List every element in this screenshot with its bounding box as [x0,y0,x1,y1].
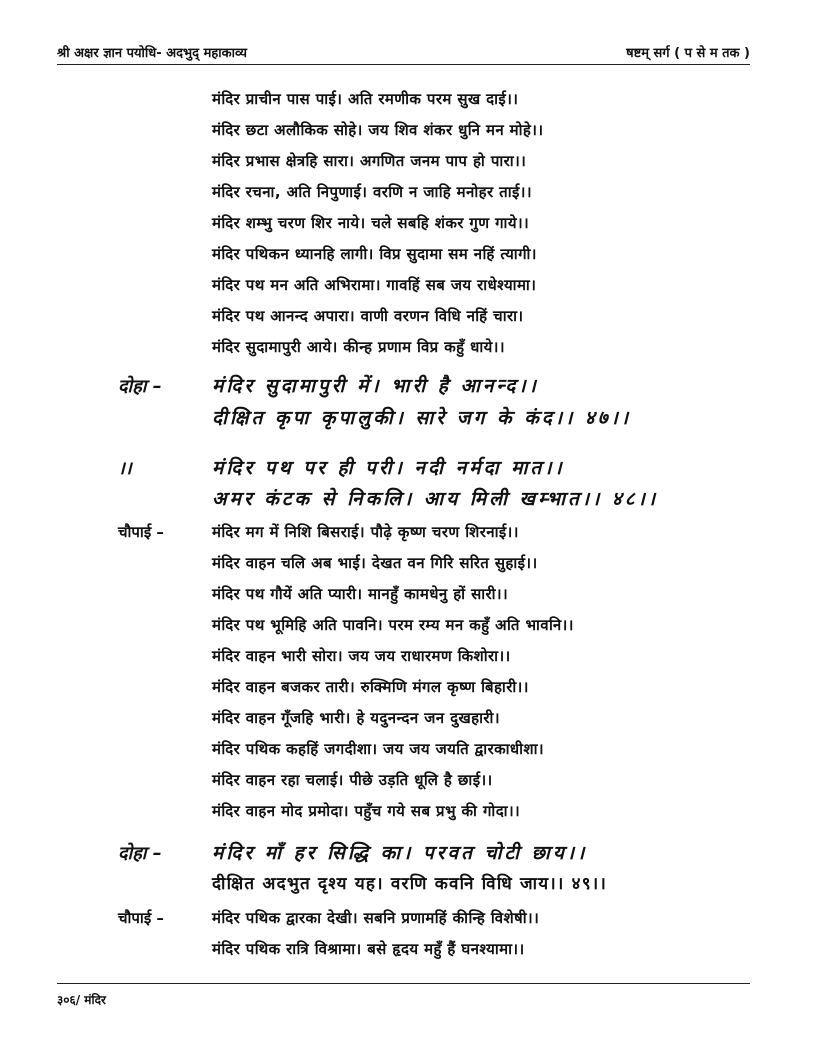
verse-line: मंदिर वाहन बजकर तारी। रुक्मिणि मंगल कृष्ण बिहारी।। [212,678,529,696]
verse-line: मंदिर शम्भु चरण शिर नाये। चले सबहि शंकर गुण गाये।। [212,214,530,232]
verse-line: मंदिर वाहन रहा चलाई। पीछे उड़ति धूलि है छाई।। [212,771,493,789]
doha-line: अमर कंटक से निकलि। आय मिली खम्भात।। ४८।। [212,488,659,510]
chaupai-label: चौपाई – [118,909,164,927]
doha-label: ।। [118,458,132,479]
verse-line: मंदिर छटा अलौकिक सोहे। जय शिव शंकर धुनि मन मोहे।। [212,121,544,139]
verse-line: मंदिर मग में निशि बिसराई। पौढ़े कृष्ण चरण शिरनाई।। [212,523,519,541]
footer-title: मंदिर [84,993,106,1007]
verse-line: मंदिर सुदामापुरी आये। कीन्ह प्रणाम विप्र कहुँ धाये।। [212,338,505,356]
verse-line: मंदिर प्रभास क्षेत्रहि सारा। अगणित जनम पाप हो पारा।। [212,152,527,170]
page-number: ३०६/ [57,993,81,1007]
doha-label: दोहा – [118,843,162,864]
verse-line: मंदिर पथ मन अति अभिरामा। गावहिं सब जय राधेश्यामा। [212,276,537,294]
doha-line: दीक्षित कृपा कृपालुकी। सारे जग के कंद।। ४७।। [212,407,632,429]
verse-line: मंदिर पथ गौयें अति प्यारी। मानहुँ कामधेनु हों सारी।। [212,585,509,603]
doha-line: दीक्षित अदभुत दृश्य यह। वरणि कवनि विधि जाय।। ४९।। [212,874,608,894]
doha-line: मंदिर माँ हर सिद्धि का। परवत चोटी छाय।। [212,842,588,864]
verse-line: मंदिर पथिक कहहिं जगदीशा। जय जय जयति द्वारकाधीशा। [212,740,545,758]
verse-line: मंदिर रचना, अति निपुणाई। वरणि न जाहि मनोहर ताई।। [212,183,532,201]
doha-label: दोहा – [118,376,162,397]
verse-line: मंदिर वाहन भारी सोरा। जय जय राधारमण किशोरा।। [212,647,511,665]
chapter-title: षष्टम् सर्ग ( प से म तक ) [626,46,750,61]
verse-line: मंदिर वाहन चलि अब भाई। देखत वन गिरि सरित सुहाई।। [212,554,538,572]
chaupai-label: चौपाई – [118,523,164,541]
book-title: श्री अक्षर ज्ञान पयोधि- अदभुद् महाकाव्य [57,46,247,61]
doha-line: मंदिर सुदामापुरी में। भारी है आनन्द।। [212,375,539,397]
verse-line: मंदिर वाहन गूँजहि भारी। हे यदुनन्दन जन दुखहारी। [212,709,500,727]
running-footer [57,983,750,1008]
doha-line: मंदिर पथ पर ही परी। नदी नर्मदा मात।। [212,457,565,479]
verse-line: मंदिर पथिक रात्रि विश्रामा। बसे हृदय महुँ हैं घनश्यामा।। [212,940,525,958]
verse-line: मंदिर प्राचीन पास पाई। अति रमणीक परम सुख दाई।। [212,90,519,108]
verse-line: मंदिर पथिक द्वारका देखी। सबनि प्रणामहिं कीन्हि विशेषी।। [212,909,540,927]
verse-line: मंदिर वाहन मोद प्रमोदा। पहुँच गये सब प्रभु की गोदा।। [212,802,521,820]
verse-line: मंदिर पथ आनन्द अपारा। वाणी वरणन विधि नहिं चारा। [212,307,524,325]
verse-line: मंदिर पथिकन ध्यानहि लागी। विप्र सुदामा सम नहिं त्यागी। [212,245,537,263]
verse-line: मंदिर पथ भूमिहि अति पावनि। परम रम्य मन कहुँ अति भावनि।। [212,616,574,634]
